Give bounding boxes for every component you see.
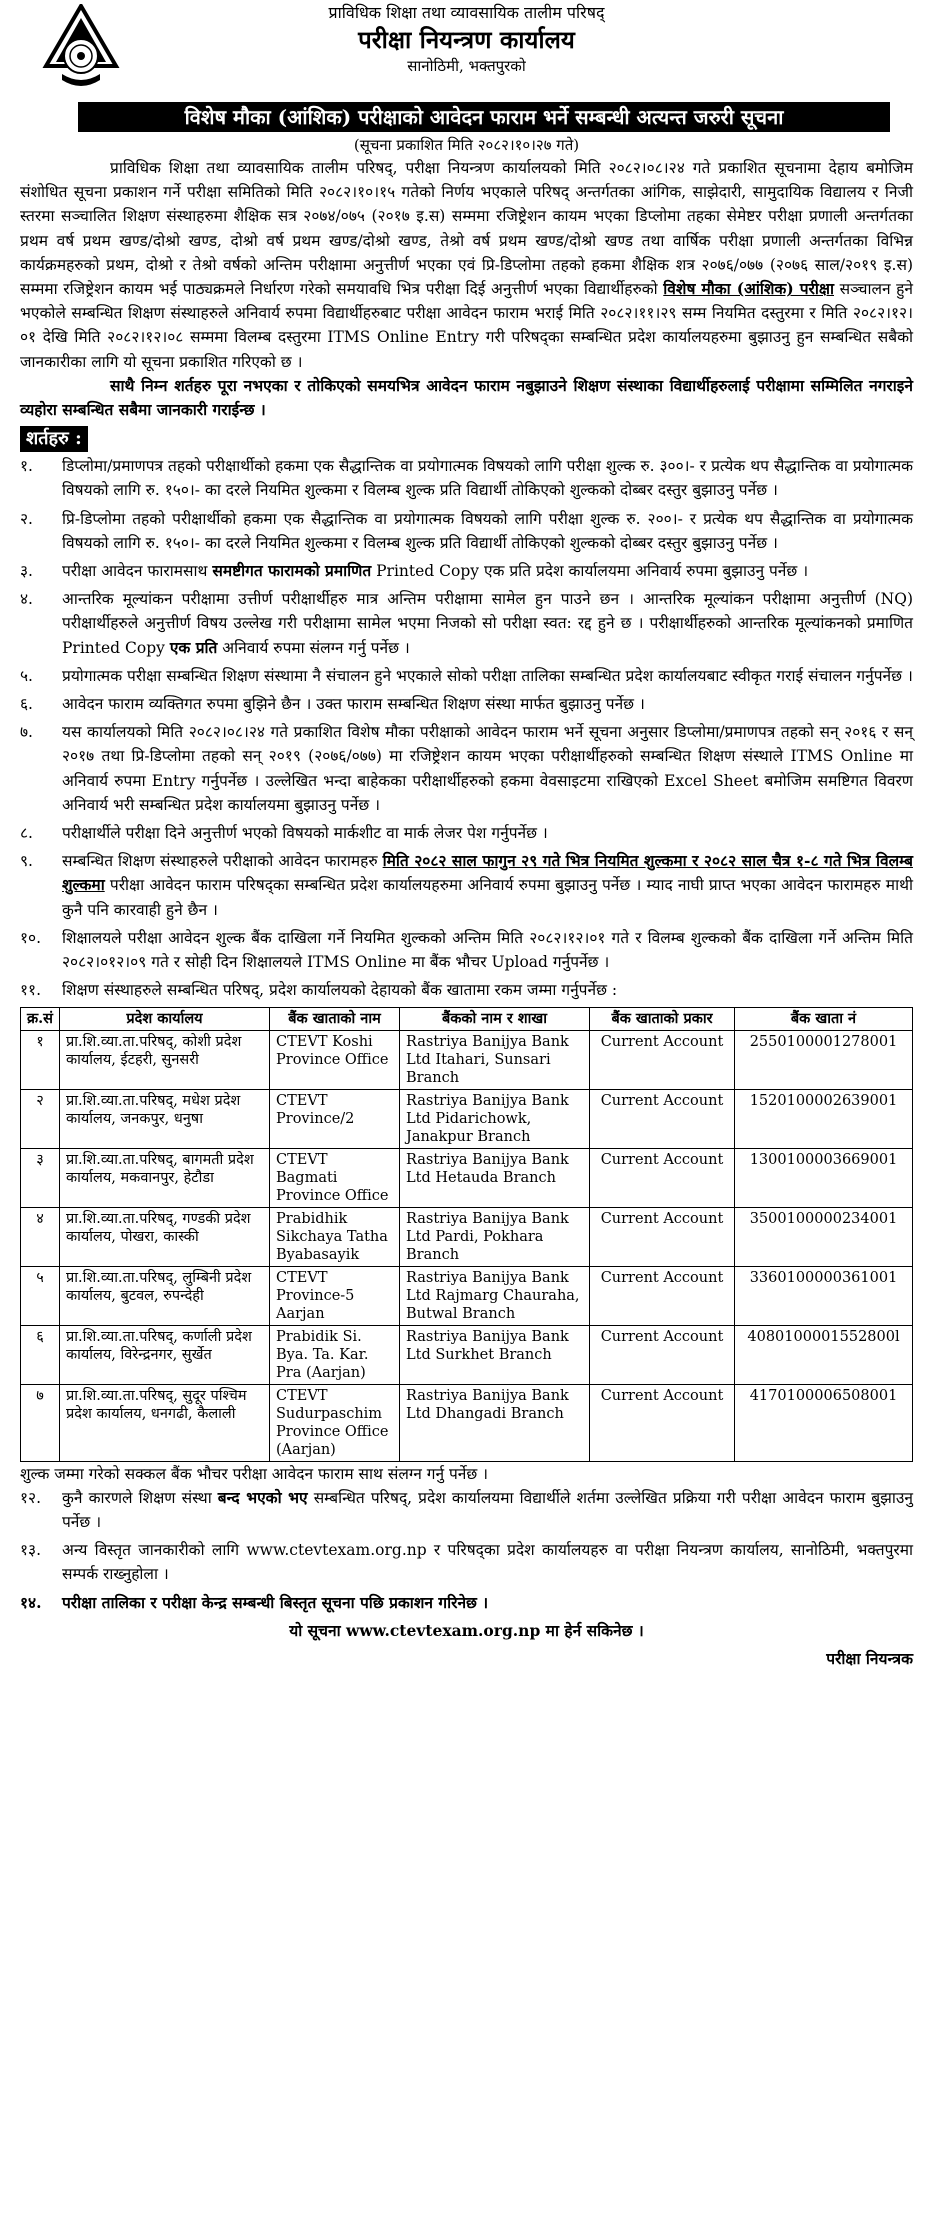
cell-account-type: Current Account <box>590 1089 735 1148</box>
intro-text-b: सञ्चालन हुने भएकोले सम्बन्धित शिक्षण संस्थाहरुले अनिवार्य रुपमा विद्यार्थीहरुबाट परीक्षा आवेदन फाराम भराई मिति २०८२।११।२९ सम्म नियमित दस्तुरमा र मिति २०८२।१२।०१ देखि मिति २०८२।१२।०८ सम्ममा विलम्ब दस्तुरमा ITMS Online Entry गरी परिषद्का सम्बन्धित प्रदेश कार्यालयहरुमा बुझाउनु हुन सम्बन्धित सबैको जानकारीका लागि यो सूचना प्रकाशित गरिएको छ । <box>20 280 914 371</box>
cell-sn: ४ <box>21 1207 60 1266</box>
condition-bold-text: बन्द भएको भए <box>217 1487 308 1507</box>
warning-text: साथै निम्न शर्तहरु पूरा नभएका र तोकिएको समयभित्र आवेदन फाराम नबुझाउने शिक्षण संस्थाका विद्यार्थीहरुलाई परीक्षामा सम्मिलित नगराइने व्यहोरा सम्बन्धित सबैमा जानकारी गराईन्छ । <box>20 375 913 420</box>
condition-text <box>62 587 913 660</box>
col-header-bank-branch: बैंकको नाम र शाखा <box>400 1007 590 1030</box>
condition-number: १०. <box>20 928 42 947</box>
cell-office: प्रा.शि.व्या.ता.परिषद्, कोशी प्रदेश कार्यालय, ईटहरी, सुनसरी <box>60 1030 270 1089</box>
col-header-office: प्रदेश कार्यालय <box>60 1007 270 1030</box>
intro-text-a: प्राविधिक शिक्षा तथा व्यावसायिक तालीम परिषद्, परीक्षा नियन्त्रण कार्यालयको मिति २०८२।०८।२४ गते प्रकाशित सूचनामा देहाय बमोजिम संशोधित सूचना प्रकाशन गर्ने परीक्षा समितिको मिति २०८२।१०।१५ गतेको निर्णय भएकाले परिषद् अन्तर्गतका आंगिक, साझेदारी, सामुदायिक विद्यालय र निजी स्तरमा सञ्चालित शिक्षण संस्थाहरुमा शैक्षिक सत्र २०७४/०७५ (२०१७ इ.स) सम्ममा रजिष्ट्रेशन कायम भएका डिप्लोमा तहका सेमेष्टर परीक्षा प्रणाली अन्तर्गतका प्रथम वर्ष प्रथम खण्ड/दोश्रो खण्ड, दोश्रो वर्ष प्रथम खण्ड/दोश्रो खण्ड, तेश्रो वर्ष प्रथम खण्ड/दोश्रो खण्ड तथा वार्षिक परीक्षा प्रणाली अन्तर्गतका विभिन्न कार्यक्रमहरुको प्रथम, दोश्रो र तेश्रो वर्षको अन्तिम परीक्षामा अनुत्तीर्ण भएका एवं प्रि-डिप्लोमा तहको हकमा शैक्षिक शत्र २०७६/०७७ (२०७६ साल/२०१९ इ.स) सम्ममा रजिष्ट्रेशन कायम भई पाठ्यक्रमले निर्धारण गरेको समयावधि भित्र परीक्षा दिई अनुत्तीर्ण भएका विद्यार्थीहरुको <box>20 159 913 299</box>
intro-paragraph <box>20 156 913 374</box>
publish-date: (सूचना प्रकाशित मिति २०८२।१०।२७ गते) <box>353 136 580 154</box>
office-name: परीक्षा नियन्त्रण कार्यालय <box>358 25 575 54</box>
cell-account-no: 3360100000361001 <box>735 1266 913 1325</box>
cell-sn: २ <box>21 1089 60 1148</box>
condition-text <box>62 1486 913 1534</box>
condition-text: अन्य विस्तृत जानकारीको लागि www.ctevtexam.org.np र परिषद्का प्रदेश कार्यालयहरु वा परीक्षा नियन्त्रण कार्यालय, सानोठिमी, भक्तपुरमा सम्पर्क राख्नुहोला । <box>62 1541 913 1584</box>
cell-office: प्रा.शि.व्या.ता.परिषद्, मधेश प्रदेश कार्यालय, जनकपुर, धनुषा <box>60 1089 270 1148</box>
table-row <box>21 1207 913 1266</box>
condition-item <box>20 692 913 716</box>
cell-account-no: 1520100002639001 <box>735 1089 913 1148</box>
condition-bold-text: समष्टीगत फारामको प्रमाणित <box>212 561 372 581</box>
condition-text: डिप्लोमा/प्रमाणपत्र तहको परीक्षार्थीको हकमा एक सैद्धान्तिक वा प्रयोगात्मक विषयको लागि परीक्षा शुल्क रु. ३००।- र प्रत्येक थप सैद्धान्तिक वा प्रयोगात्मक विषयको लागि रु. १५०।- का दरले नियमित शुल्कमा र विलम्ब शुल्क प्रति विद्यार्थी तोकिएको शुल्कको दोब्बर दस्तुर बुझाउनु पर्नेछ । <box>62 457 913 500</box>
notice-title-banner: विशेष मौका (आंशिक) परीक्षाको आवेदन फाराम भर्ने सम्बन्धी अत्यन्त जरुरी सूचना <box>78 102 890 132</box>
condition-item <box>20 978 913 1002</box>
condition-text-a: आन्तरिक मूल्यांकन परीक्षामा उत्तीर्ण परीक्षार्थीहरु मात्र अन्तिम परीक्षामा सामेल हुन पाउने छन । आन्तरिक मूल्यांकन परीक्षामा अनुत्तीर्ण (NQ) परीक्षार्थीहरुले अनुत्तीर्ण विषय उल्लेख गरी परीक्षामा सामेल भएमा निजको सो परीक्षा स्वत: रद्द हुने छ । परीक्षार्थीहरुको आन्तरिक मूल्यांकनको प्रमाणित Printed Copy <box>62 590 913 657</box>
cell-account-name: CTEVT Sudurpaschim Province Office (Aarjan) <box>270 1384 400 1461</box>
office-address: सानोठिमी, भक्तपुरको <box>407 57 526 75</box>
cell-account-no: 3500100000234001 <box>735 1207 913 1266</box>
cell-office: प्रा.शि.व्या.ता.परिषद्, कर्णाली प्रदेश कार्यालय, विरेन्द्रनगर, सुर्खेत <box>60 1325 270 1384</box>
cell-account-name: CTEVT Koshi Province Office <box>270 1030 400 1089</box>
condition-text: शिक्षालयले परीक्षा आवेदन शुल्क बैंक दाखिला गर्ने नियमित शुल्कको अन्तिम मिति २०८२।१२।०१ गते र विलम्ब शुल्कको बैंक दाखिला गर्ने अन्तिम मिति २०८२।०१२।०९ गते र सोही दिन शिक्षालयले ITMS Online मा बैंक भौचर Upload गर्नुपर्नेछ । <box>62 928 913 972</box>
intro-bold-text: विशेष मौका (आंशिक) परीक्षा <box>663 279 834 299</box>
cell-sn: ६ <box>21 1325 60 1384</box>
condition-text <box>62 559 913 583</box>
condition-item <box>20 664 913 688</box>
condition-number: १२. <box>20 1488 42 1507</box>
condition-text-a: कुनै कारणले शिक्षण संस्था <box>62 1488 218 1507</box>
after-table-note: शुल्क जम्मा गरेको सक्कल बैंक भौचर परीक्षा आवेदन फाराम साथ संलग्न गर्नु पर्नेछ । <box>20 1464 489 1483</box>
condition-item <box>20 1538 913 1586</box>
cell-account-name: CTEVT Bagmati Province Office <box>270 1148 400 1207</box>
header <box>20 0 913 100</box>
condition-item <box>20 559 913 583</box>
condition-number: ५. <box>20 666 33 685</box>
condition-number: ११. <box>20 981 42 1000</box>
cell-account-type: Current Account <box>590 1384 735 1461</box>
condition-number: १. <box>20 457 33 476</box>
conditions-list <box>20 454 913 1002</box>
condition-text: प्रि-डिप्लोमा तहको परीक्षार्थीको हकमा एक सैद्धान्तिक वा प्रयोगात्मक विषयको लागि परीक्षा शुल्क रु. २००।- र प्रत्येक थप सैद्धान्तिक वा प्रयोगात्मक विषयको लागि रु. १५०।- का दरले नियमित शुल्कमा र विलम्ब शुल्क प्रति विद्यार्थी तोकिएको शुल्कको दोब्बर दस्तुर बुझाउनु पर्नेछ । <box>62 509 913 552</box>
condition-text-a: सम्बन्धित शिक्षण संस्थाहरुले परीक्षाको आवेदन फारामहरु <box>62 852 383 871</box>
condition-text-b: अनिवार्य रुपमा संलग्न गर्नु पर्नेछ । <box>217 638 410 657</box>
cell-bank-branch: Rastriya Banijya Bank Ltd Hetauda Branch <box>400 1148 590 1207</box>
condition-text: शिक्षण संस्थाहरुले सम्बन्धित परिषद्, प्रदेश कार्यालयको देहायको बैंक खातामा रकम जम्मा गर्नुपर्नेछ : <box>62 981 618 1000</box>
table-header-row <box>21 1007 913 1030</box>
cell-office: प्रा.शि.व्या.ता.परिषद्, बागमती प्रदेश कार्यालय, मकवानपुर, हेटौडा <box>60 1148 270 1207</box>
bank-accounts-table <box>20 1007 913 1462</box>
table-row <box>21 1030 913 1089</box>
conditions-warning <box>20 374 913 422</box>
cell-account-type: Current Account <box>590 1030 735 1089</box>
condition-item <box>20 587 913 660</box>
cell-bank-branch: Rastriya Banijya Bank Ltd Rajmarg Chauraha, Butwal Branch <box>400 1266 590 1325</box>
table-row <box>21 1266 913 1325</box>
condition-number: ६. <box>20 695 33 714</box>
condition-number: १४. <box>20 1592 42 1612</box>
condition-number: १३. <box>20 1541 42 1560</box>
cell-sn: १ <box>21 1030 60 1089</box>
cell-account-no: 4080100001552800l <box>735 1325 913 1384</box>
col-header-sn: क्र.सं <box>21 1007 60 1030</box>
website-note: यो सूचना www.ctevtexam.org.np मा हेर्न सकिनेछ । <box>289 1620 644 1640</box>
condition-text: प्रयोगात्मक परीक्षा सम्बन्धित शिक्षण संस्थामा नै संचालन हुने भएकाले सोको परीक्षा तालिका सम्बन्धित प्रदेश कार्यालयबाट स्वीकृत गराई संचालन गर्नुपर्नेछ । <box>62 666 913 685</box>
condition-item <box>20 926 913 974</box>
condition-number: ३. <box>20 562 33 581</box>
cell-account-type: Current Account <box>590 1148 735 1207</box>
cell-account-type: Current Account <box>590 1325 735 1384</box>
condition-text: यस कार्यालयको मिति २०८२।०८।२४ गते प्रकाशित विशेष मौका परीक्षाको आवेदन फाराम भर्ने सूचना अनुसार डिप्लोमा/प्रमाणपत्र तहको सन् २०१६ र सन् २०१७ तथा प्रि-डिप्लोमा तहको सन् २०१९ (२०७६/०७७) मा रजिष्ट्रेशन कायम भएका परीक्षार्थीहरुको सम्बन्धित शिक्षण संस्थाले ITMS Online मा अनिवार्य रुपमा Entry गर्नुपर्नेछ । उल्लेखित भन्दा बाहेकका परीक्षार्थीहरुको हकमा वेवसाइटमा राखिएको Excel Sheet बमोजिम समष्टिगत विवरण अनिवार्य भरी सम्बन्धित प्रदेश कार्यालयमा बुझाउनु पर्नेछ । <box>62 723 913 814</box>
tail-conditions-list <box>20 1486 913 1615</box>
condition-item <box>20 507 913 555</box>
cell-bank-branch: Rastriya Banijya Bank Ltd Surkhet Branch <box>400 1325 590 1384</box>
col-header-account-name: बैंक खाताको नाम <box>270 1007 400 1030</box>
signature: परीक्षा नियन्त्रक <box>826 1648 913 1668</box>
cell-bank-branch: Rastriya Banijya Bank Ltd Pidarichowk, Janakpur Branch <box>400 1089 590 1148</box>
table-row <box>21 1089 913 1148</box>
cell-bank-branch: Rastriya Banijya Bank Ltd Itahari, Sunsari Branch <box>400 1030 590 1089</box>
col-header-account-type: बैंक खाताको प्रकार <box>590 1007 735 1030</box>
table-row <box>21 1384 913 1461</box>
cell-account-no: 1300100003669001 <box>735 1148 913 1207</box>
cell-account-type: Current Account <box>590 1207 735 1266</box>
condition-bold-text: एक प्रति <box>169 637 218 657</box>
condition-text-a: परीक्षा आवेदन फारामसाथ <box>62 562 213 581</box>
condition-item <box>20 1591 913 1615</box>
condition-number: ४. <box>20 590 33 609</box>
condition-text: परीक्षार्थीले परीक्षा दिने अनुत्तीर्ण भएको विषयको मार्कशीट वा मार्क लेजर पेश गर्नुपर्नेछ । <box>62 824 548 843</box>
cell-account-name: Prabidhik Sikchaya Tatha Byabasayik <box>270 1207 400 1266</box>
condition-text <box>62 849 913 922</box>
condition-bold-text: मिति २०८२ साल फागुन २९ गते भित्र नियमित शुल्कमा र २०८२ साल चैत्र १-८ गते भित्र विलम्ब शुल्कमा <box>62 851 913 895</box>
condition-number: २. <box>20 509 33 528</box>
condition-text-b: परीक्षा आवेदन फाराम परिषद्का सम्बन्धित प्रदेश कार्यालयहरुमा अनिवार्य रुपमा बुझाउनु पर्नेछ । म्याद नाघी प्राप्त भएका आवेदन फारामहरु माथी कुनै पनि कारवाही हुने छैन । <box>62 876 913 919</box>
condition-item <box>20 849 913 922</box>
conditions-heading: शर्तहरु : <box>20 426 88 452</box>
cell-office: प्रा.शि.व्या.ता.परिषद्, गण्डकी प्रदेश कार्यालय, पोखरा, कास्की <box>60 1207 270 1266</box>
table-row <box>21 1148 913 1207</box>
condition-number: ८. <box>20 824 33 843</box>
cell-account-no: 2550100001278001 <box>735 1030 913 1089</box>
condition-text: परीक्षा तालिका र परीक्षा केन्द्र सम्बन्धी बिस्तृत सूचना पछि प्रकाशन गरिनेछ । <box>62 1592 489 1612</box>
cell-account-no: 4170100006508001 <box>735 1384 913 1461</box>
cell-bank-branch: Rastriya Banijya Bank Ltd Dhangadi Branch <box>400 1384 590 1461</box>
cell-account-name: CTEVT Province-5 Aarjan <box>270 1266 400 1325</box>
cell-office: प्रा.शि.व्या.ता.परिषद्, लुम्बिनी प्रदेश कार्यालय, बुटवल, रुपन्देही <box>60 1266 270 1325</box>
cell-bank-branch: Rastriya Banijya Bank Ltd Pardi, Pokhara Branch <box>400 1207 590 1266</box>
table-row <box>21 1325 913 1384</box>
cell-office: प्रा.शि.व्या.ता.परिषद्, सुदूर पश्चिम प्रदेश कार्यालय, धनगढी, कैलाली <box>60 1384 270 1461</box>
cell-sn: ३ <box>21 1148 60 1207</box>
cell-account-name: CTEVT Province/2 <box>270 1089 400 1148</box>
condition-number: ७. <box>20 723 33 742</box>
cell-account-type: Current Account <box>590 1266 735 1325</box>
condition-item <box>20 821 913 845</box>
condition-number: ९. <box>20 852 33 871</box>
cell-sn: ७ <box>21 1384 60 1461</box>
condition-item <box>20 1486 913 1534</box>
council-name: प्राविधिक शिक्षा तथा व्यावसायिक तालीम परिषद् <box>328 3 605 22</box>
cell-sn: ५ <box>21 1266 60 1325</box>
nepal-emblem-logo <box>42 4 120 94</box>
cell-account-name: Prabidik Si. Bya. Ta. Kar. Pra (Aarjan) <box>270 1325 400 1384</box>
condition-text: आवेदन फाराम व्यक्तिगत रुपमा बुझिने छैन । उक्त फाराम सम्बन्धित शिक्षण संस्था मार्फत बुझाउनु पर्नेछ । <box>62 695 645 714</box>
condition-item <box>20 720 913 817</box>
condition-item <box>20 454 913 502</box>
condition-text-b: सम्बन्धित परिषद्, प्रदेश कार्यालयमा विद्यार्थीले शर्तमा उल्लेखित प्रक्रिया गरी परीक्षा आवेदन फाराम बुझाउनु पर्नेछ । <box>62 1488 913 1531</box>
condition-text-b: Printed Copy एक प्रति प्रदेश कार्यालयमा अनिवार्य रुपमा बुझाउनु पर्नेछ । <box>371 562 809 581</box>
col-header-account-no: बैंक खाता नं <box>735 1007 913 1030</box>
